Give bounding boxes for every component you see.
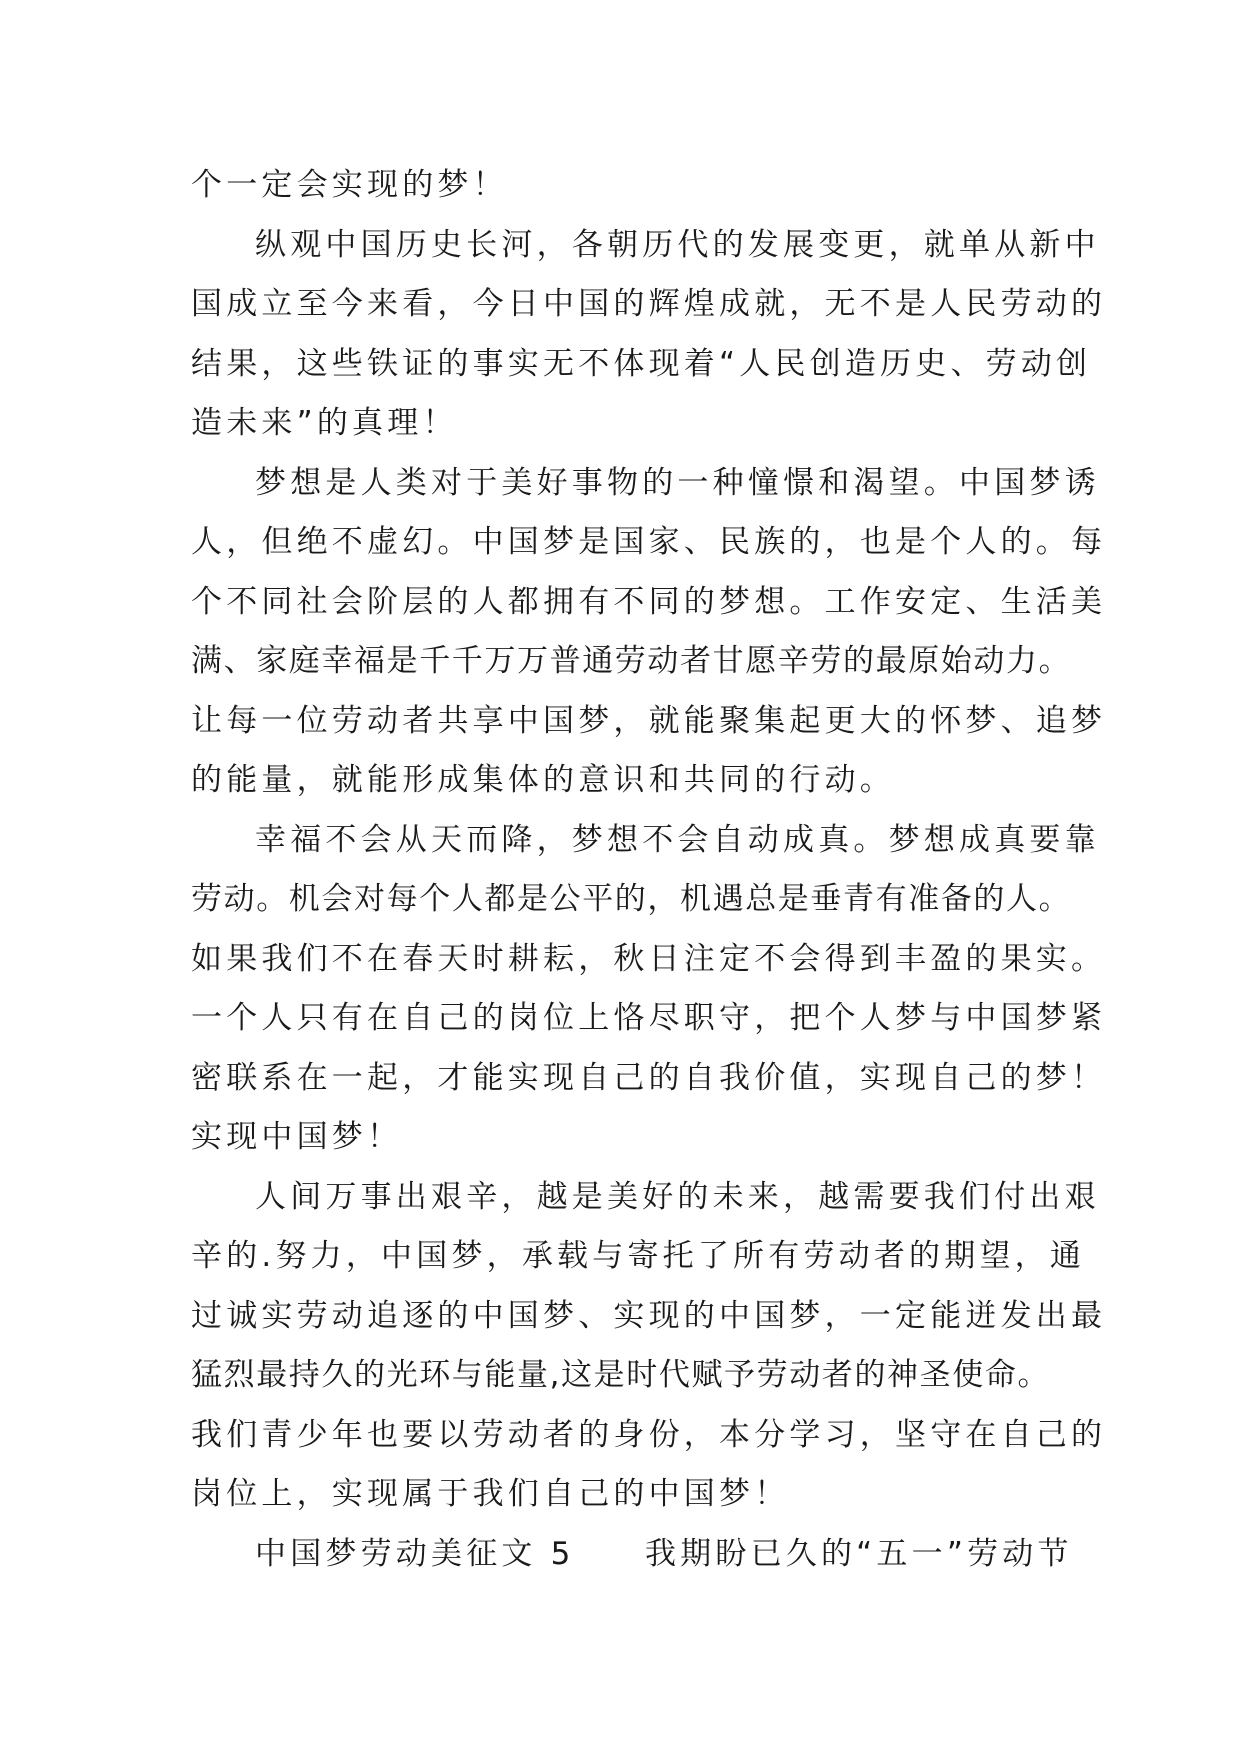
text-line: 辛的.努力，中国梦，承载与寄托了所有劳动者的期望，通 — [191, 1238, 1086, 1274]
section-heading-line: 中国梦劳动美征文 5 我期盼已久的“五一”劳动节 — [255, 1535, 1073, 1572]
text-line: 国成立至今来看，今日中国的辉煌成就，无不是人民劳动的 — [191, 286, 1107, 322]
text-line: 满、家庭幸福是千千万万普通劳动者甘愿辛劳的最原始动力。 — [191, 643, 1072, 679]
text-line: 如果我们不在春天时耕耘，秋日注定不会得到丰盈的果实。 — [191, 940, 1107, 977]
text-line: 过诚实劳动追逐的中国梦、实现的中国梦，一定能迸发出最 — [191, 1297, 1107, 1334]
text-line: 让每一位劳动者共享中国梦，就能聚集起更大的怀梦、追梦 — [191, 702, 1107, 739]
text-line: 造未来”的真理！ — [191, 405, 458, 441]
text-line: 实现中国梦！ — [191, 1119, 403, 1155]
paragraph-start-line: 梦想是人类对于美好事物的一种憧憬和渴望。中国梦诱 — [255, 464, 1100, 501]
paragraph-start-line: 人间万事出艰辛，越是美好的未来，越需要我们付出艰 — [255, 1178, 1100, 1215]
text-line: 猛烈最持久的光环与能量,这是时代赋予劳动者的神圣使命。 — [191, 1357, 1051, 1393]
text-line: 人，但绝不虚幻。中国梦是国家、民族的，也是个人的。每 — [191, 524, 1107, 560]
text-line: 我们青少年也要以劳动者的身份，本分学习，坚守在自己的 — [191, 1416, 1107, 1453]
text-line: 结果，这些铁证的事实无不体现着“人民创造历史、劳动创 — [191, 345, 1092, 382]
text-line: 一个人只有在自己的岗位上恪尽职守，把个人梦与中国梦紧 — [191, 1000, 1107, 1036]
text-line: 劳动。机会对每个人都是公平的，机遇总是垂青有准备的人。 — [191, 881, 1072, 917]
text-line: 岗位上，实现属于我们自己的中国梦！ — [191, 1476, 790, 1512]
essay-body — [191, 156, 1107, 1584]
paragraph-start-line: 纵观中国历史长河，各朝历代的发展变更，就单从新中 — [255, 226, 1100, 263]
text-line: 密联系在一起，才能实现自己的自我价值，实现自己的梦！ — [191, 1059, 1107, 1096]
text-line: 的能量，就能形成集体的意识和共同的行动。 — [191, 762, 895, 798]
text-line: 个不同社会阶层的人都拥有不同的梦想。工作安定、生活美 — [191, 583, 1107, 620]
paragraph-start-line: 幸福不会从天而降，梦想不会自动成真。梦想成真要靠 — [255, 821, 1100, 858]
text-line: 个一定会实现的梦！ — [191, 167, 508, 203]
